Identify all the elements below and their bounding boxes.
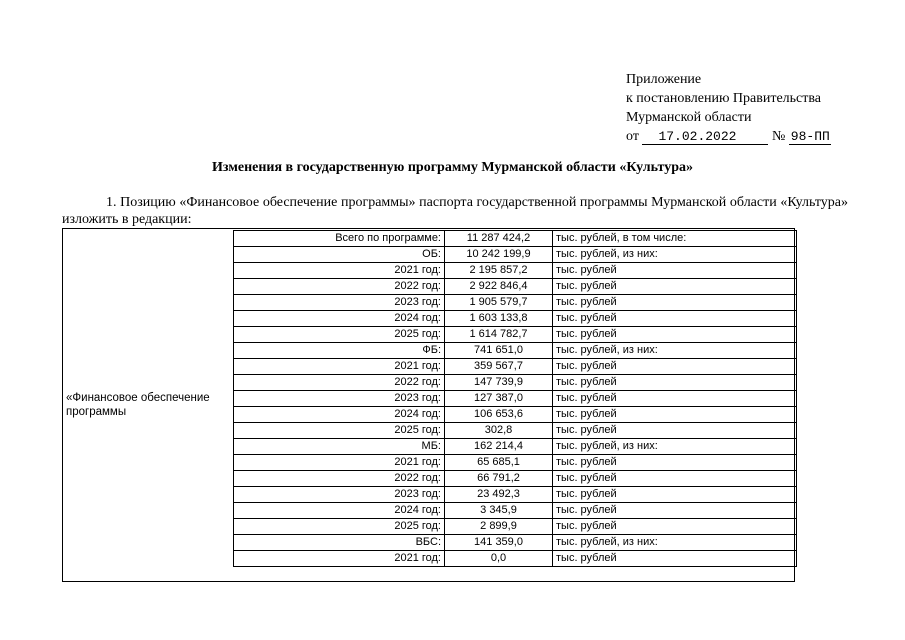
resolution-number: 98-ПП: [790, 129, 830, 144]
row-label: ОБ:: [234, 247, 445, 263]
appendix-title: Приложение: [626, 72, 702, 87]
row-label: 2025 год:: [234, 327, 445, 343]
table-row: [234, 343, 797, 359]
table-row: [234, 407, 797, 423]
table-row: [234, 263, 797, 279]
appendix-line-region: Мурманской области: [626, 110, 752, 125]
appendix-date-line: [626, 127, 831, 146]
row-label: 2022 год:: [234, 375, 445, 391]
row-label: ВБС:: [234, 535, 445, 551]
row-label: 2022 год:: [234, 471, 445, 487]
row-value: 23 492,3: [445, 487, 553, 503]
row-value: 141 359,0: [445, 535, 553, 551]
financing-table: [233, 230, 797, 567]
table-row: [234, 231, 797, 247]
table-row: [234, 327, 797, 343]
body-paragraph: 1. Позицию «Финансовое обеспечение программы» паспорта государственной программы Мурманской области «Культура» изложить в редакции:: [62, 195, 848, 227]
table-row: [234, 375, 797, 391]
appendix-header: [626, 70, 831, 146]
table-row: [234, 247, 797, 263]
row-unit: тыс. рублей: [553, 263, 797, 279]
row-value: 66 791,2: [445, 471, 553, 487]
table-row: [234, 311, 797, 327]
row-unit: тыс. рублей, из них:: [553, 439, 797, 455]
row-value: 741 651,0: [445, 343, 553, 359]
row-label: 2025 год:: [234, 423, 445, 439]
table-row: [234, 455, 797, 471]
row-label: 2025 год:: [234, 519, 445, 535]
table-row: [234, 519, 797, 535]
row-unit: тыс. рублей: [553, 375, 797, 391]
table-row: [234, 295, 797, 311]
row-value: 3 345,9: [445, 503, 553, 519]
row-unit: тыс. рублей, из них:: [553, 343, 797, 359]
row-unit: тыс. рублей: [553, 327, 797, 343]
resolution-date: 17.02.2022: [642, 130, 768, 145]
table-row: [234, 503, 797, 519]
row-value: 1 614 782,7: [445, 327, 553, 343]
row-label: 2021 год:: [234, 359, 445, 375]
row-unit: тыс. рублей: [553, 391, 797, 407]
table-row: [234, 359, 797, 375]
row-value: 147 739,9: [445, 375, 553, 391]
row-unit: тыс. рублей: [553, 279, 797, 295]
row-value: 1 603 133,8: [445, 311, 553, 327]
row-label: 2021 год:: [234, 455, 445, 471]
row-value: 2 922 846,4: [445, 279, 553, 295]
row-unit: тыс. рублей: [553, 423, 797, 439]
row-unit: тыс. рублей: [553, 311, 797, 327]
number-label: №: [771, 129, 786, 144]
row-value: 65 685,1: [445, 455, 553, 471]
table-row: [234, 487, 797, 503]
row-label: 2023 год:: [234, 295, 445, 311]
row-unit: тыс. рублей: [553, 455, 797, 471]
row-unit: тыс. рублей, из них:: [553, 535, 797, 551]
table-row: [234, 391, 797, 407]
row-label: Всего по программе:: [234, 231, 445, 247]
document-title: Изменения в государственную программу Мурманской области «Культура»: [212, 160, 693, 175]
row-label: МБ:: [234, 439, 445, 455]
table-row: [234, 551, 797, 567]
row-unit: тыс. рублей: [553, 359, 797, 375]
row-value: 11 287 424,2: [445, 231, 553, 247]
table-row: [234, 439, 797, 455]
row-label: 2021 год:: [234, 263, 445, 279]
row-value: 106 653,6: [445, 407, 553, 423]
row-unit: тыс. рублей: [553, 519, 797, 535]
financing-position-label: «Финансовое обеспечение программы: [66, 392, 210, 418]
row-unit: тыс. рублей: [553, 471, 797, 487]
table-row: [234, 535, 797, 551]
table-row: [234, 471, 797, 487]
row-value: 2 899,9: [445, 519, 553, 535]
row-value: 162 214,4: [445, 439, 553, 455]
row-value: 2 195 857,2: [445, 263, 553, 279]
table-row: [234, 423, 797, 439]
row-label: 2023 год:: [234, 487, 445, 503]
row-label: 2024 год:: [234, 311, 445, 327]
row-label: ФБ:: [234, 343, 445, 359]
row-value: 127 387,0: [445, 391, 553, 407]
row-unit: тыс. рублей: [553, 295, 797, 311]
row-unit: тыс. рублей, из них:: [553, 247, 797, 263]
row-unit: тыс. рублей: [553, 551, 797, 567]
row-unit: тыс. рублей: [553, 487, 797, 503]
row-label: 2024 год:: [234, 407, 445, 423]
row-label: 2023 год:: [234, 391, 445, 407]
row-label: 2021 год:: [234, 551, 445, 567]
row-value: 10 242 199,9: [445, 247, 553, 263]
row-label: 2022 год:: [234, 279, 445, 295]
row-unit: тыс. рублей, в том числе:: [553, 231, 797, 247]
row-value: 359 567,7: [445, 359, 553, 375]
row-unit: тыс. рублей: [553, 407, 797, 423]
row-value: 302,8: [445, 423, 553, 439]
row-unit: тыс. рублей: [553, 503, 797, 519]
row-value: 1 905 579,7: [445, 295, 553, 311]
table-row: [234, 279, 797, 295]
from-label: от: [626, 129, 639, 144]
row-value: 0,0: [445, 551, 553, 567]
appendix-line-resolution: к постановлению Правительства: [626, 91, 822, 106]
row-label: 2024 год:: [234, 503, 445, 519]
